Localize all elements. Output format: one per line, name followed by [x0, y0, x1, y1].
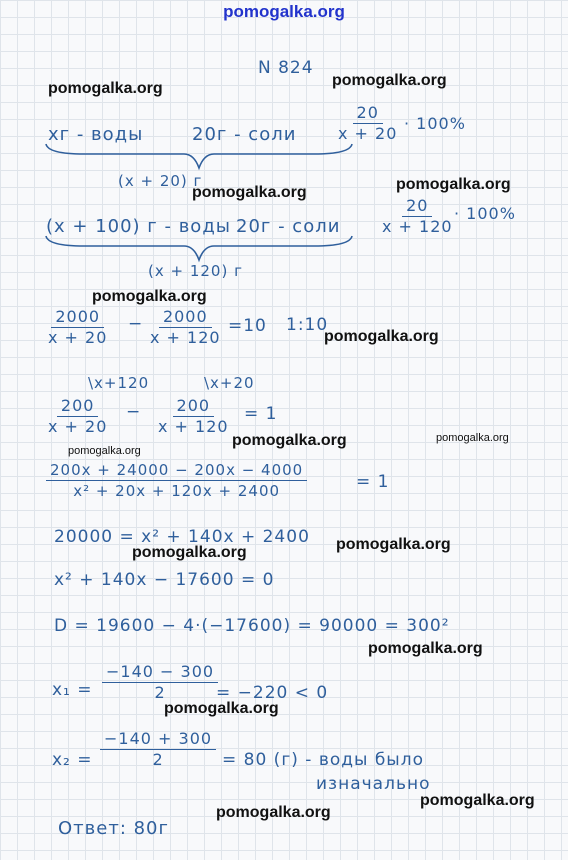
eq1-b-den: x + 120 — [150, 328, 221, 347]
eq2-frac-a — [44, 396, 111, 437]
fraction-1-suffix: · 100% — [404, 114, 466, 133]
eq3-rhs: = 1 — [356, 472, 390, 492]
problem-number: N 824 — [258, 58, 314, 78]
brace-2 — [44, 234, 354, 264]
eq6: D = 19600 − 4·(−17600) = 90000 = 300² — [54, 616, 450, 636]
watermark-1[interactable]: pomogalka.org — [48, 80, 163, 97]
eq2-rhs: = 1 — [244, 404, 278, 424]
watermark-3[interactable]: pomogalka.org — [192, 184, 307, 201]
watermark-15[interactable]: pomogalka.org — [420, 792, 535, 809]
eq3-frac — [46, 460, 307, 501]
fraction-1 — [334, 103, 401, 144]
eq5: x² + 140x − 17600 = 0 — [54, 570, 275, 590]
eq2-b-den: x + 120 — [158, 417, 229, 436]
watermark-7[interactable]: pomogalka.org — [232, 432, 347, 449]
brace-1 — [44, 142, 354, 172]
fraction-1-num: 20 — [353, 103, 383, 124]
watermark-11[interactable]: pomogalka.org — [336, 536, 451, 553]
eq3-num: 200x + 24000 − 200x − 4000 — [46, 460, 307, 481]
fraction-2-num: 20 — [402, 196, 432, 217]
fraction-2-den: x + 120 — [382, 217, 453, 236]
eq1-rhs: =10 — [228, 316, 267, 336]
fraction-2 — [378, 196, 457, 237]
watermark-9[interactable]: pomogalka.org — [436, 432, 509, 444]
watermark-10[interactable]: pomogalka.org — [132, 544, 247, 561]
eq3-den: x² + 20x + 120x + 2400 — [73, 482, 281, 500]
fraction-2-suffix: · 100% — [454, 204, 516, 223]
eq2-factor-b: \x+20 — [204, 374, 255, 392]
watermark-4[interactable]: pomogalka.org — [396, 176, 511, 193]
eq2-factor-a: \x+120 — [88, 374, 150, 392]
eq1-frac-a — [44, 307, 111, 348]
x1-result: = −220 < 0 — [216, 683, 329, 703]
eq1-a-den: x + 20 — [48, 328, 108, 347]
x2-num: −140 + 300 — [100, 729, 216, 750]
line1-salt: 20г - соли — [192, 124, 297, 145]
line1-water: xг - воды — [48, 124, 144, 145]
line2-salt: 20г - соли — [236, 216, 341, 237]
eq1-divide: 1:10 — [286, 315, 329, 335]
watermark-12[interactable]: pomogalka.org — [368, 640, 483, 657]
eq4: 20000 = x² + 140x + 2400 — [54, 527, 310, 547]
x2-result: = 80 (г) - воды было — [222, 750, 424, 770]
brace2-label: (x + 120) г — [148, 262, 243, 280]
brace1-label: (x + 20) г — [118, 172, 203, 190]
eq1-frac-b — [146, 307, 225, 348]
eq2-a-num: 200 — [57, 396, 99, 417]
watermark-8[interactable]: pomogalka.org — [68, 445, 141, 457]
line2-water: (x + 100) г - воды — [46, 216, 231, 237]
eq2-a-den: x + 20 — [48, 417, 108, 436]
eq2-frac-b — [154, 396, 233, 437]
eq1-b-num: 2000 — [159, 307, 212, 328]
x2-den: 2 — [152, 750, 164, 769]
watermark-2[interactable]: pomogalka.org — [332, 72, 447, 89]
fraction-1-den: x + 20 — [338, 124, 398, 143]
answer: Ответ: 80г — [58, 818, 169, 839]
x2-result-cont: изначально — [316, 774, 431, 794]
eq1-a-num: 2000 — [51, 307, 104, 328]
eq1-minus: − — [128, 314, 144, 334]
watermark-top[interactable]: pomogalka.org — [223, 2, 345, 21]
eq2-minus: − — [126, 402, 142, 422]
watermark-6[interactable]: pomogalka.org — [324, 328, 439, 345]
x2-frac — [100, 729, 216, 770]
x1-den: 2 — [154, 683, 166, 702]
x1-frac — [102, 662, 218, 703]
watermark-13[interactable]: pomogalka.org — [164, 700, 279, 717]
x1-label: x₁ = — [52, 680, 93, 700]
eq2-b-num: 200 — [173, 396, 215, 417]
watermark-5[interactable]: pomogalka.org — [92, 288, 207, 305]
x1-num: −140 − 300 — [102, 662, 218, 683]
watermark-14[interactable]: pomogalka.org — [216, 804, 331, 821]
x2-label: x₂ = — [52, 750, 93, 770]
